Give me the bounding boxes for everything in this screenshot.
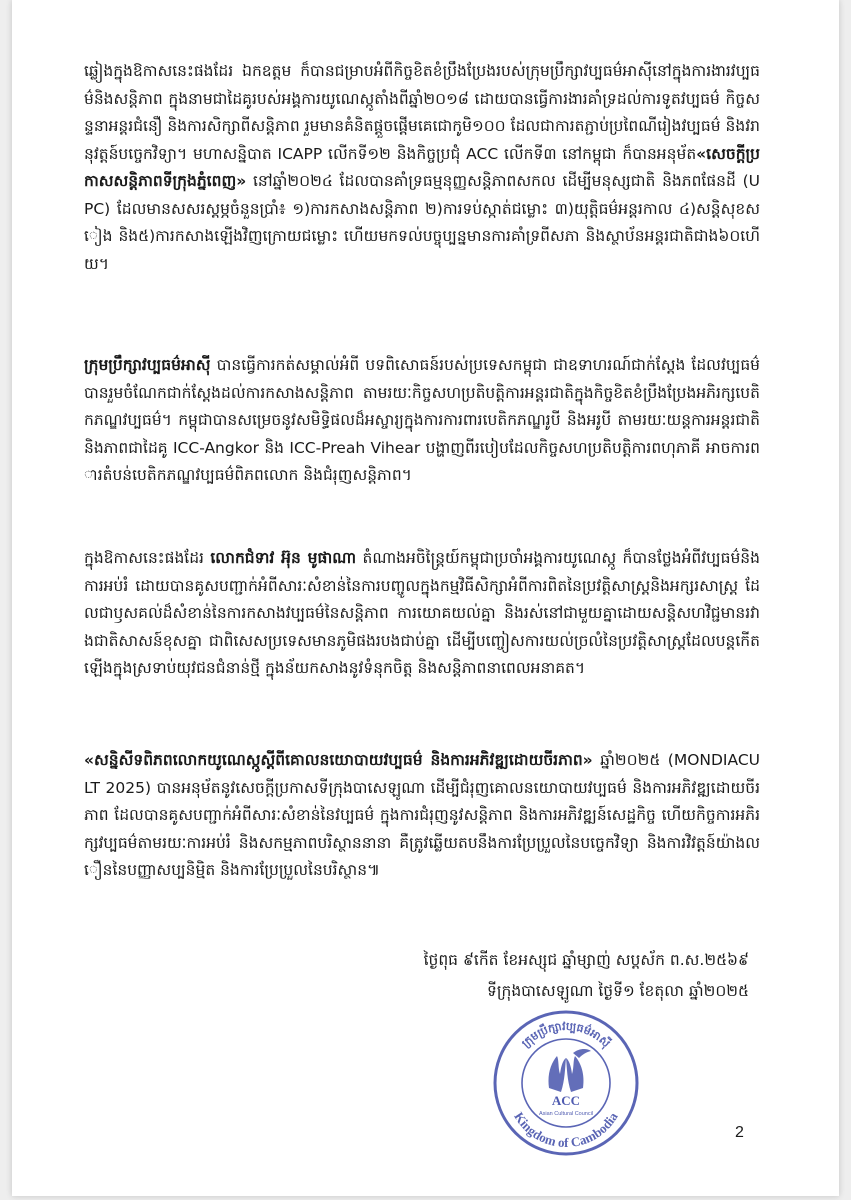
paragraph-ambassador-remarks xyxy=(84,545,760,720)
paragraph-text: ឆ្លៀងក្នុងឱកាសនេះផងដែរ ឯកឧត្តម ក៏បានជម្រាបអំពីកិច្ចខិតខំប្រឹងប្រែងរបស់ក្រុមប្រឹក្សាវប្បធម៌អាស៊ីនៅក្នុងការងារវប្បធម៌និងសន្តិភាព ក្នុងនាមជាដៃគូរបស់អង្គការយូណេស្កូតាំងពីឆ្នាំ២០១៨ ដោយបានធ្វើការងារគាំទ្រដល់ការទូតវប្បធម៌ កិច្ចសន្ទនាអន្តរជំនឿ និងការសិក្សាពីសន្តិភាព រួមមានគំនិតផ្តួចផ្តើមគេជោកូមិ១០០ ដែលជាការតភ្ជាប់ប្រពៃណីរៀងវប្បធម៌ និងវរានុវត្តន៍បច្ចេកវិទ្យា។ មហាសន្និបាត ICAPP លើកទី១២ និងកិច្ចប្រជុំ ACC លើកទី៣ នៅកម្ពុជា ក៏បានអនុម័ត xyxy=(84,62,760,163)
acc-organization-name: ក្រុមប្រឹក្សាវប្បធម៌អាស៊ី xyxy=(84,356,211,374)
paragraph-cambodia-experience xyxy=(84,352,760,522)
paragraph-text: តំណាងអចិន្ត្រៃយ៍កម្ពុជាប្រចាំអង្គការយូណេស្កូ ក៏បានថ្លែងអំពីវប្បធម៌និងការអប់រំ ដោយបានគូសបញ្ជាក់អំពីសារៈសំខាន់នៃការបញ្ចូលក្នុងកម្មវិធីសិក្សាអំពីការពិតនៃប្រវត្តិសាស្ត្រនិងអក្សរសាស្ត្រ ដែលជាឫសគល់ដ៏សំខាន់នៃការកសាងវប្បធម៌នៃសន្តិភាព ការយោគយល់គ្នា និងរស់នៅជាមួយគ្នាដោយសន្តិសហវិជ្ជមានរវាងជាតិសាសន៍ខុសគ្នា ជាពិសេសប្រទេសមានភូមិផងរបងជាប់គ្នា ដើម្បីបញ្ចៀសការយល់ច្រលំនៃប្រវត្តិសាស្ត្រដែលបន្តកើតឡើងក្នុងស្រទាប់យុវជនជំនាន់ថ្មី ក្នុងន័យកសាងនូវទំនុកចិត្ត និងសន្តិភាពនាពេលអនាគត។ xyxy=(84,549,760,677)
seal-acronym: ACC xyxy=(551,1093,581,1108)
seal-org-name: Asian Cultural Council xyxy=(538,1111,594,1117)
document-page xyxy=(12,0,839,1196)
ambassador-name: លោកជំទាវ អ៊ុន មូផាណា xyxy=(210,549,357,567)
seal-top-text: ក្រុមប្រឹក្សាវប្បធម៌អាស៊ី xyxy=(519,1019,613,1050)
paragraph-text: បានធ្វើការកត់សម្គាល់អំពី បទពិសោធន៍របស់ប្រទេសកម្ពុជា ជាឧទាហរណ៍ជាក់ស្តែង ដែលវប្បធម៌បានរួមចំណែកជាក់ស្តែងដល់ការកសាងសន្តិភាព តាមរយៈកិច្ចសហប្រតិបត្តិការអន្តរជាតិក្នុងកិច្ចខិតខំប្រឹងប្រែងអភិរក្សបេតិកភណ្ឌវប្បធម៌។ កម្ពុជាបានសម្រេចនូវសមិទ្ធិផលដ៏អស្ចារ្យក្នុងការការពារបេតិកភណ្ឌរូបី និងអរូបី តាមរយៈយន្តការអន្តរជាតិ និងភាពជាដៃគូ ICC-Angkor និង ICC-Preah Vihear បង្ហាញពីរបៀបដែលកិច្ចសហប្រតិបត្តិការពហុភាគី អាចការពារតំបន់បេតិកភណ្ឌវប្បធម៌ពិភពលោក និងជំរុញសន្តិភាព។ xyxy=(84,356,760,484)
paragraph-text: ឆ្នាំ២០២៥ (MONDIACULT 2025) បានអនុម័តនូវសេចក្តីប្រកាសទីក្រុងបាសេឡូណា ដើម្បីជំរុញគោលនយោបាយវប្បធម៌ និងការអភិវឌ្ឍដោយចីរភាព ដែលបានគូសបញ្ជាក់អំពីសារៈសំខាន់នៃវប្បធម៌ ក្នុងការជំរុញនូវសន្តិភាព និងការអភិវឌ្ឍន៍សេដ្ឋកិច្ច ហើយកិច្ចការអភិរក្សវប្បធម៌តាមរយៈការអប់រំ និងសកម្មភាពបរិស្ថាននានា គឺត្រូវឆ្លើយតបនឹងការប្រែប្រួលនៃបច្ចេកវិទ្យា និងការវិវត្តន៍យ៉ាងលឿននៃបញ្ញាសប្បនិម្មិត និងការប្រែប្រួលនៃបរិស្ថាន៕ xyxy=(84,751,760,879)
hands-dove-icon xyxy=(548,1049,591,1092)
seal-bottom-text: Kingdom of Cambodia xyxy=(511,1109,621,1151)
mondiacult-title: «សន្និសីទពិភពលោកយូណេស្កូស្តីពីគោលនយោបាយវប្បធម៌ និងការអភិវឌ្ឍដោយចីរភាព» xyxy=(84,751,593,769)
paragraph-mondiacult xyxy=(84,747,760,947)
phnom-penh-declaration-title: «សេចក្តីប្រកាសសន្តិភាពទីក្រុងភ្នំពេញ» xyxy=(84,144,760,190)
acc-seal-stamp xyxy=(491,1008,641,1158)
page-number: 2 xyxy=(735,1124,744,1141)
paragraph-acc-peace-work xyxy=(84,58,760,320)
paragraph-text: នៅឆ្នាំ២០២៤ ដែលបានគាំទ្រធម្មនុញ្ញសន្តិភាពសកល ដើម្បីមនុស្សជាតិ និងភពផែនដី (UPC) ដែលមានសសរស្តម្ភចំនួនប្រាំ៖ ១)ការកសាងសន្តិភាព ២)ការទប់ស្កាត់ជម្លោះ ៣)យុត្តិធម៌អន្តរកាល ៤)សន្តិសុខសៀង និង៥)ការកសាងឡើងវិញក្រោយជម្លោះ ហើយមកទល់បច្ចុប្បន្នមានការគាំទ្រពីសភា និងស្ថាប័នអន្តរជាតិជាង៦០ហើយ។ xyxy=(84,172,760,273)
paragraph-text: ក្នុងឱកាសនេះផងដែរ xyxy=(84,549,211,567)
lunar-date-line: ថ្ងៃពុធ ៩កើត ខែអស្សុជ ឆ្នាំម្សាញ់ សប្តស័ក ព.ស.២៥៦៩ xyxy=(423,951,749,969)
place-date-line: ទីក្រុងបាសេឡូណា ថ្ងៃទី១ ខែតុលា ឆ្នាំ២០២៥ xyxy=(487,982,749,1000)
